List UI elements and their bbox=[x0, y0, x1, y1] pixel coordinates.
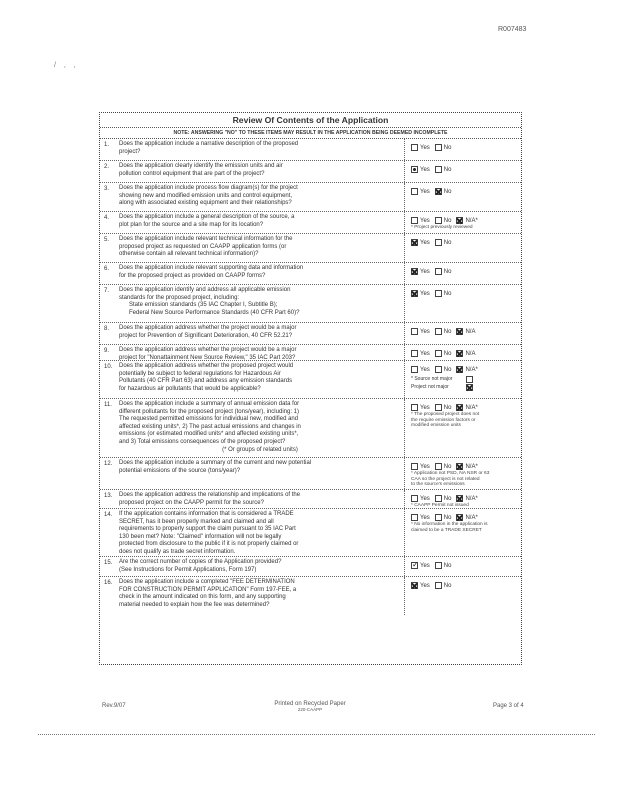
question-row bbox=[100, 490, 521, 509]
option-label: Yes bbox=[420, 495, 430, 502]
checkbox-marked[interactable] bbox=[456, 366, 463, 373]
checkbox-marked[interactable] bbox=[466, 384, 473, 391]
checkbox-empty[interactable] bbox=[435, 290, 442, 297]
question-line: along with associated existing equipment and their relationships? bbox=[119, 200, 292, 207]
answer-option[interactable] bbox=[435, 166, 452, 173]
question-row bbox=[100, 139, 521, 161]
question-line: requirements to properly support the claim pursuant to 35 IAC Part bbox=[119, 526, 296, 533]
question-row bbox=[100, 234, 521, 263]
question-number: 2. bbox=[104, 164, 110, 170]
answer-cell bbox=[404, 285, 521, 322]
footer-recycled-note: Printed on Recycled Paper bbox=[274, 701, 346, 707]
checkbox-marked[interactable] bbox=[456, 514, 463, 521]
form-title: Review Of Contents of the Application bbox=[100, 113, 521, 128]
answer-option[interactable] bbox=[456, 366, 477, 373]
option-label: No bbox=[443, 562, 452, 569]
question-row bbox=[100, 285, 521, 323]
answer-option[interactable] bbox=[456, 495, 477, 502]
question-line: Does the application include a general description of the source, a bbox=[119, 214, 295, 220]
option-label: N/A* bbox=[465, 217, 478, 224]
question-number: 9. bbox=[104, 348, 110, 354]
question-number: 4. bbox=[104, 215, 110, 221]
option-label: Yes bbox=[420, 366, 430, 373]
answer-option[interactable] bbox=[411, 562, 430, 569]
answer-option[interactable] bbox=[435, 495, 452, 502]
checkbox-empty[interactable] bbox=[411, 350, 418, 357]
question-line: project for "Nonattainment New Source Review," 35 IAC Part 203? bbox=[119, 354, 296, 360]
answer-cell bbox=[404, 399, 521, 457]
checkbox-empty[interactable] bbox=[411, 495, 418, 502]
checkbox-empty[interactable] bbox=[411, 328, 418, 335]
answer-option[interactable] bbox=[435, 404, 452, 411]
question-line: proposed project as requested on CAAPP application forms (or bbox=[119, 243, 287, 250]
checkbox-empty[interactable] bbox=[435, 514, 442, 521]
checkbox-empty[interactable] bbox=[435, 217, 442, 224]
option-label: No bbox=[443, 144, 452, 151]
checkbox-marked[interactable] bbox=[456, 350, 463, 357]
answer-options bbox=[411, 239, 521, 246]
question-number: 14. bbox=[104, 512, 113, 518]
checkbox-empty[interactable] bbox=[411, 188, 418, 195]
footer-revision: Rev.9/07 bbox=[102, 703, 126, 709]
answer-option[interactable] bbox=[456, 463, 477, 470]
option-label: No bbox=[443, 217, 452, 224]
answer-option[interactable] bbox=[456, 404, 477, 411]
sub-option-label: Project not major bbox=[411, 384, 449, 390]
question-text bbox=[119, 399, 404, 457]
option-label: Yes bbox=[420, 514, 430, 521]
form-note: NOTE: ANSWERING "NO" TO THESE ITEMS MAY RESULT IN THE APPLICATION BEING DEEMED INCOMPLETE bbox=[100, 128, 521, 139]
question-text bbox=[119, 361, 404, 398]
bottom-rule bbox=[38, 734, 595, 735]
question-line: different pollutants for the proposed project (tons/year), including: 1) bbox=[119, 408, 299, 415]
answer-option[interactable] bbox=[411, 328, 430, 335]
answer-note-line: claimed to be a TRADE SECRET bbox=[411, 527, 482, 533]
question-line: Does the application clearly identify the emission units and air bbox=[119, 163, 283, 169]
question-line: Does the application address whether the project would be a major bbox=[119, 325, 297, 331]
review-form bbox=[99, 112, 522, 665]
question-line: proposed project on the CAAPP permit for the source? bbox=[119, 499, 264, 506]
document-id: R007483 bbox=[498, 26, 527, 33]
checkbox-empty[interactable] bbox=[411, 404, 418, 411]
answer-note-line: * The proposed project does not bbox=[411, 412, 480, 417]
question-line: Does the application include a summary of annual emission data for bbox=[119, 401, 300, 407]
question-line: Does the application identify and address all applicable emission bbox=[119, 287, 291, 293]
answer-options bbox=[411, 404, 521, 411]
footer-page-number: Page 3 of 4 bbox=[493, 703, 524, 709]
question-text bbox=[119, 183, 404, 211]
answer-note-line: * CAAPP Permit not issued bbox=[411, 503, 469, 508]
answer-options bbox=[411, 217, 521, 224]
checkbox-empty[interactable] bbox=[435, 268, 442, 275]
question-line: Does the application include a summary of the current and new potential bbox=[119, 460, 312, 466]
checkbox-empty[interactable] bbox=[411, 217, 418, 224]
question-subline: Federal New Source Performance Standards (40 CFR Part 60)? bbox=[129, 309, 300, 316]
answer-cell bbox=[404, 458, 521, 489]
question-line: otherwise contain all relevant technical information)? bbox=[119, 251, 259, 258]
question-number: 11. bbox=[104, 402, 112, 408]
option-label: N/A* bbox=[465, 514, 478, 521]
checkbox-marked[interactable] bbox=[456, 404, 463, 411]
question-number: 15. bbox=[104, 560, 113, 566]
checkbox-empty[interactable] bbox=[435, 350, 442, 357]
sub-option-label: * Source not major bbox=[411, 376, 453, 382]
question-line: protected from disclosure to the public if it is not properly claimed or bbox=[119, 541, 299, 548]
answer-option[interactable] bbox=[456, 328, 475, 335]
checkbox-marked[interactable] bbox=[411, 582, 418, 589]
answer-options bbox=[411, 463, 521, 470]
question-line: Does the application include a narrative description of the proposed bbox=[119, 141, 299, 147]
answer-option[interactable] bbox=[435, 290, 452, 297]
question-text bbox=[119, 263, 404, 284]
option-label: Yes bbox=[420, 217, 430, 224]
answer-sub-options bbox=[411, 375, 521, 391]
answer-note bbox=[411, 412, 521, 429]
checkbox-empty[interactable] bbox=[435, 328, 442, 335]
answer-note-line: modified emission units bbox=[411, 423, 461, 429]
answer-note-line: the require emission factors or bbox=[411, 417, 476, 423]
question-text bbox=[119, 285, 404, 322]
checkbox-marked[interactable] bbox=[411, 239, 418, 246]
answer-cell bbox=[404, 183, 521, 211]
answer-cell bbox=[404, 234, 521, 262]
answer-option[interactable] bbox=[411, 217, 430, 224]
answer-option[interactable] bbox=[411, 350, 430, 357]
question-number: 1. bbox=[104, 142, 110, 148]
question-footnote: (* Or groups of related units) bbox=[222, 446, 298, 453]
answer-option[interactable] bbox=[435, 239, 452, 246]
answer-option[interactable] bbox=[411, 463, 430, 470]
answer-sub-option[interactable] bbox=[411, 383, 521, 391]
answer-option[interactable] bbox=[411, 144, 430, 151]
question-line: check in the amount indicated on this form, and any supporting bbox=[119, 594, 286, 601]
question-text bbox=[119, 577, 404, 615]
answer-cell bbox=[404, 161, 521, 182]
question-line: 130 been met? Note: "Claimed" information will not be legally bbox=[119, 533, 282, 540]
question-list bbox=[100, 139, 521, 615]
answer-options bbox=[411, 268, 521, 275]
answer-options bbox=[411, 144, 521, 151]
checkbox-empty[interactable] bbox=[411, 366, 418, 373]
answer-cell bbox=[404, 361, 521, 398]
answer-note-line: * Application not PSD, NA NSR or 63 bbox=[411, 471, 490, 476]
option-label: Yes bbox=[420, 582, 430, 589]
answer-note bbox=[411, 503, 521, 508]
answer-options bbox=[411, 562, 521, 569]
question-line: pollution control equipment that are part of the project? bbox=[119, 170, 265, 177]
question-text bbox=[119, 509, 404, 556]
checkbox-empty[interactable] bbox=[435, 366, 442, 373]
checkbox-checked[interactable] bbox=[411, 562, 418, 569]
question-text bbox=[119, 139, 404, 160]
answer-option[interactable] bbox=[435, 463, 452, 470]
option-label: No bbox=[443, 366, 452, 373]
option-label: No bbox=[443, 514, 452, 521]
answer-sub-option[interactable] bbox=[411, 375, 521, 383]
option-label: Yes bbox=[420, 239, 430, 246]
checkbox-empty[interactable] bbox=[435, 144, 442, 151]
answer-option[interactable] bbox=[435, 562, 452, 569]
question-line: The requested permitted emissions for individual new, modified and bbox=[119, 416, 299, 423]
checkbox-marked[interactable] bbox=[456, 463, 463, 470]
question-row bbox=[100, 458, 521, 490]
option-label: N/A bbox=[465, 328, 476, 335]
question-number: 13. bbox=[104, 493, 113, 499]
answer-cell bbox=[404, 323, 521, 344]
option-label: Yes bbox=[420, 166, 430, 173]
question-number: 7. bbox=[104, 288, 110, 294]
question-line: showing new and modified emission units and control equipment, bbox=[119, 192, 293, 199]
question-line: Does the application address the relationship and implications of the bbox=[119, 492, 301, 498]
question-text bbox=[119, 212, 404, 233]
answer-option[interactable] bbox=[456, 514, 477, 521]
question-row bbox=[100, 509, 521, 557]
option-label: N/A* bbox=[465, 366, 478, 373]
question-line: FOR CONSTRUCTION PERMIT APPLICATION" Form 197-FEE, a bbox=[119, 586, 297, 593]
option-label: Yes bbox=[420, 188, 430, 195]
question-text bbox=[119, 557, 404, 576]
question-text bbox=[119, 490, 404, 508]
checkbox-empty[interactable] bbox=[411, 514, 418, 521]
question-row bbox=[100, 557, 521, 577]
checkbox-empty[interactable] bbox=[435, 582, 442, 589]
option-label: N/A* bbox=[465, 463, 478, 470]
answer-note-line: * No information in the application is bbox=[411, 522, 488, 527]
option-label: Yes bbox=[420, 404, 430, 411]
checkbox-empty[interactable] bbox=[435, 463, 442, 470]
checkbox-empty[interactable] bbox=[411, 463, 418, 470]
option-label: Yes bbox=[420, 350, 430, 357]
answer-option[interactable] bbox=[435, 514, 452, 521]
answer-option[interactable] bbox=[435, 582, 452, 589]
question-number: 12. bbox=[104, 461, 113, 467]
checkbox-marked[interactable] bbox=[411, 268, 418, 275]
answer-option[interactable] bbox=[435, 268, 452, 275]
answer-options bbox=[411, 582, 521, 589]
question-line: emissions (or estimated modified units* and affected existing units*, bbox=[119, 431, 299, 438]
option-label: No bbox=[443, 188, 452, 195]
question-line: Pollutants (40 CFR Part 63) and address any emission standards bbox=[119, 378, 293, 385]
answer-cell bbox=[404, 490, 521, 508]
question-row bbox=[100, 161, 521, 183]
answer-note-line: * Project previously reviewed bbox=[411, 225, 473, 230]
option-label: Yes bbox=[420, 268, 430, 275]
answer-option[interactable] bbox=[435, 188, 452, 195]
question-line: Does the application address whether the proposed project would bbox=[119, 363, 294, 369]
answer-options bbox=[411, 328, 521, 335]
checkbox-marked[interactable] bbox=[435, 188, 442, 195]
question-row bbox=[100, 577, 521, 615]
question-line: does not qualify as trade secret information. bbox=[119, 548, 236, 555]
option-label: Yes bbox=[420, 290, 430, 297]
answer-option[interactable] bbox=[411, 188, 430, 195]
question-line: SECRET, has it been properly marked and claimed and all bbox=[119, 518, 274, 525]
answer-options bbox=[411, 290, 521, 297]
footer-form-code: 220-CAAPP bbox=[297, 707, 323, 712]
option-label: N/A* bbox=[465, 404, 478, 411]
answer-option[interactable] bbox=[411, 495, 430, 502]
answer-options bbox=[411, 366, 521, 373]
answer-options bbox=[411, 350, 521, 357]
question-line: project? bbox=[119, 148, 141, 155]
answer-option[interactable] bbox=[411, 404, 430, 411]
question-line: Does the application include process flow diagram(s) for the project bbox=[119, 185, 298, 191]
option-label: N/A* bbox=[465, 495, 478, 502]
question-line: material needed to explain how the fee was determined? bbox=[119, 601, 270, 608]
question-text bbox=[119, 345, 404, 360]
option-label: Yes bbox=[420, 144, 430, 151]
question-line: project for Prevention of Significant Deterioration, 40 CFR 52.21? bbox=[119, 332, 293, 339]
checkbox-empty[interactable] bbox=[435, 495, 442, 502]
question-line: affected existing units*, 2) The past actual emissions and changes in bbox=[119, 423, 301, 430]
question-subline: State emission standards (35 IAC Chapter I, Subtitle B); bbox=[129, 302, 278, 309]
question-number: 10. bbox=[104, 364, 113, 370]
checkbox-empty[interactable] bbox=[435, 404, 442, 411]
checkbox-empty[interactable] bbox=[435, 166, 442, 173]
answer-option[interactable] bbox=[411, 239, 430, 246]
question-line: for the proposed project as provided on CAAPP forms? bbox=[119, 272, 266, 279]
question-number: 6. bbox=[104, 266, 110, 272]
question-row bbox=[100, 399, 521, 458]
question-number: 3. bbox=[104, 186, 110, 192]
answer-cell bbox=[404, 345, 521, 360]
checkbox-marked[interactable] bbox=[411, 290, 418, 297]
question-line: standards for the proposed project, including: bbox=[119, 294, 240, 301]
question-text bbox=[119, 323, 404, 344]
question-line: and 3) Total emissions consequences of the proposed project? bbox=[119, 438, 286, 445]
question-text bbox=[119, 458, 404, 489]
option-label: Yes bbox=[420, 328, 430, 335]
question-text bbox=[119, 161, 404, 182]
option-label: No bbox=[443, 582, 452, 589]
answer-option[interactable] bbox=[411, 290, 430, 297]
question-line: Does the application address whether the project would be a major bbox=[119, 347, 297, 353]
answer-option[interactable] bbox=[411, 268, 430, 275]
question-line: for hazardous air pollutants that would be applicable? bbox=[119, 385, 261, 392]
checkbox-empty[interactable] bbox=[435, 239, 442, 246]
checkbox-marked[interactable] bbox=[456, 217, 463, 224]
answer-cell bbox=[404, 557, 521, 576]
question-line: Are the correct number of copies of the Application provided? bbox=[119, 559, 282, 565]
answer-cell bbox=[404, 509, 521, 556]
question-line: (See Instructions for Permit Applications, Form 197) bbox=[119, 566, 257, 573]
option-label: No bbox=[443, 350, 452, 357]
question-number: 16. bbox=[104, 580, 113, 586]
answer-cell bbox=[404, 577, 521, 615]
checkbox-empty[interactable] bbox=[435, 562, 442, 569]
option-label: No bbox=[443, 166, 452, 173]
option-label: Yes bbox=[420, 562, 430, 569]
question-row bbox=[100, 183, 521, 212]
option-label: No bbox=[443, 328, 452, 335]
footer-center bbox=[230, 701, 390, 712]
answer-options bbox=[411, 514, 521, 521]
question-line: If the application contains information that is considered a TRADE bbox=[119, 511, 294, 517]
question-row bbox=[100, 345, 521, 361]
checkbox-empty[interactable] bbox=[411, 144, 418, 151]
answer-note bbox=[411, 225, 521, 231]
answer-note bbox=[411, 522, 521, 533]
option-label: Yes bbox=[420, 463, 430, 470]
question-line: potential emissions of the source (tons/year)? bbox=[119, 467, 241, 474]
answer-cell bbox=[404, 139, 521, 160]
answer-option[interactable] bbox=[411, 166, 430, 173]
answer-option[interactable] bbox=[435, 144, 452, 151]
option-label: No bbox=[443, 495, 452, 502]
option-label: No bbox=[443, 239, 452, 246]
option-label: No bbox=[443, 463, 452, 470]
answer-option[interactable] bbox=[435, 366, 452, 373]
question-line: Does the application include relevant technical information for the bbox=[119, 236, 293, 242]
question-line: Does the application include relevant supporting data and information bbox=[119, 265, 304, 271]
answer-option[interactable] bbox=[411, 582, 430, 589]
answer-note-line: to the source's emissions bbox=[411, 482, 465, 488]
answer-option[interactable] bbox=[411, 366, 430, 373]
option-label: No bbox=[443, 268, 452, 275]
answer-cell bbox=[404, 263, 521, 284]
question-row bbox=[100, 361, 521, 399]
question-line: Does the application include a completed "FEE DETERMINATION bbox=[119, 579, 295, 585]
answer-options bbox=[411, 188, 521, 195]
checkbox-marked[interactable] bbox=[456, 328, 463, 335]
question-line: potentially be subject to federal regulations for Hazardous Air bbox=[119, 370, 281, 377]
question-number: 8. bbox=[104, 326, 110, 332]
answer-options bbox=[411, 166, 521, 173]
answer-option[interactable] bbox=[411, 514, 430, 521]
question-number: 5. bbox=[104, 237, 110, 243]
question-line: plot plan for the source and a site map for its location? bbox=[119, 221, 264, 228]
checkbox-marked[interactable] bbox=[411, 166, 418, 173]
answer-option[interactable] bbox=[435, 350, 452, 357]
answer-note-line: CAA so the project is not related bbox=[411, 476, 480, 482]
checkbox-marked[interactable] bbox=[456, 495, 463, 502]
answer-option[interactable] bbox=[435, 217, 452, 224]
corner-marks: / , , bbox=[54, 62, 79, 69]
question-text bbox=[119, 234, 404, 262]
option-label: No bbox=[443, 290, 452, 297]
answer-option[interactable] bbox=[435, 328, 452, 335]
option-label: No bbox=[443, 404, 452, 411]
question-row bbox=[100, 212, 521, 234]
answer-option[interactable] bbox=[456, 350, 475, 357]
answer-options bbox=[411, 495, 521, 502]
checkbox-empty[interactable] bbox=[466, 376, 473, 383]
answer-note bbox=[411, 471, 521, 488]
question-row bbox=[100, 323, 521, 345]
answer-option[interactable] bbox=[456, 217, 477, 224]
question-row bbox=[100, 263, 521, 285]
answer-cell bbox=[404, 212, 521, 233]
option-label: N/A bbox=[465, 350, 476, 357]
